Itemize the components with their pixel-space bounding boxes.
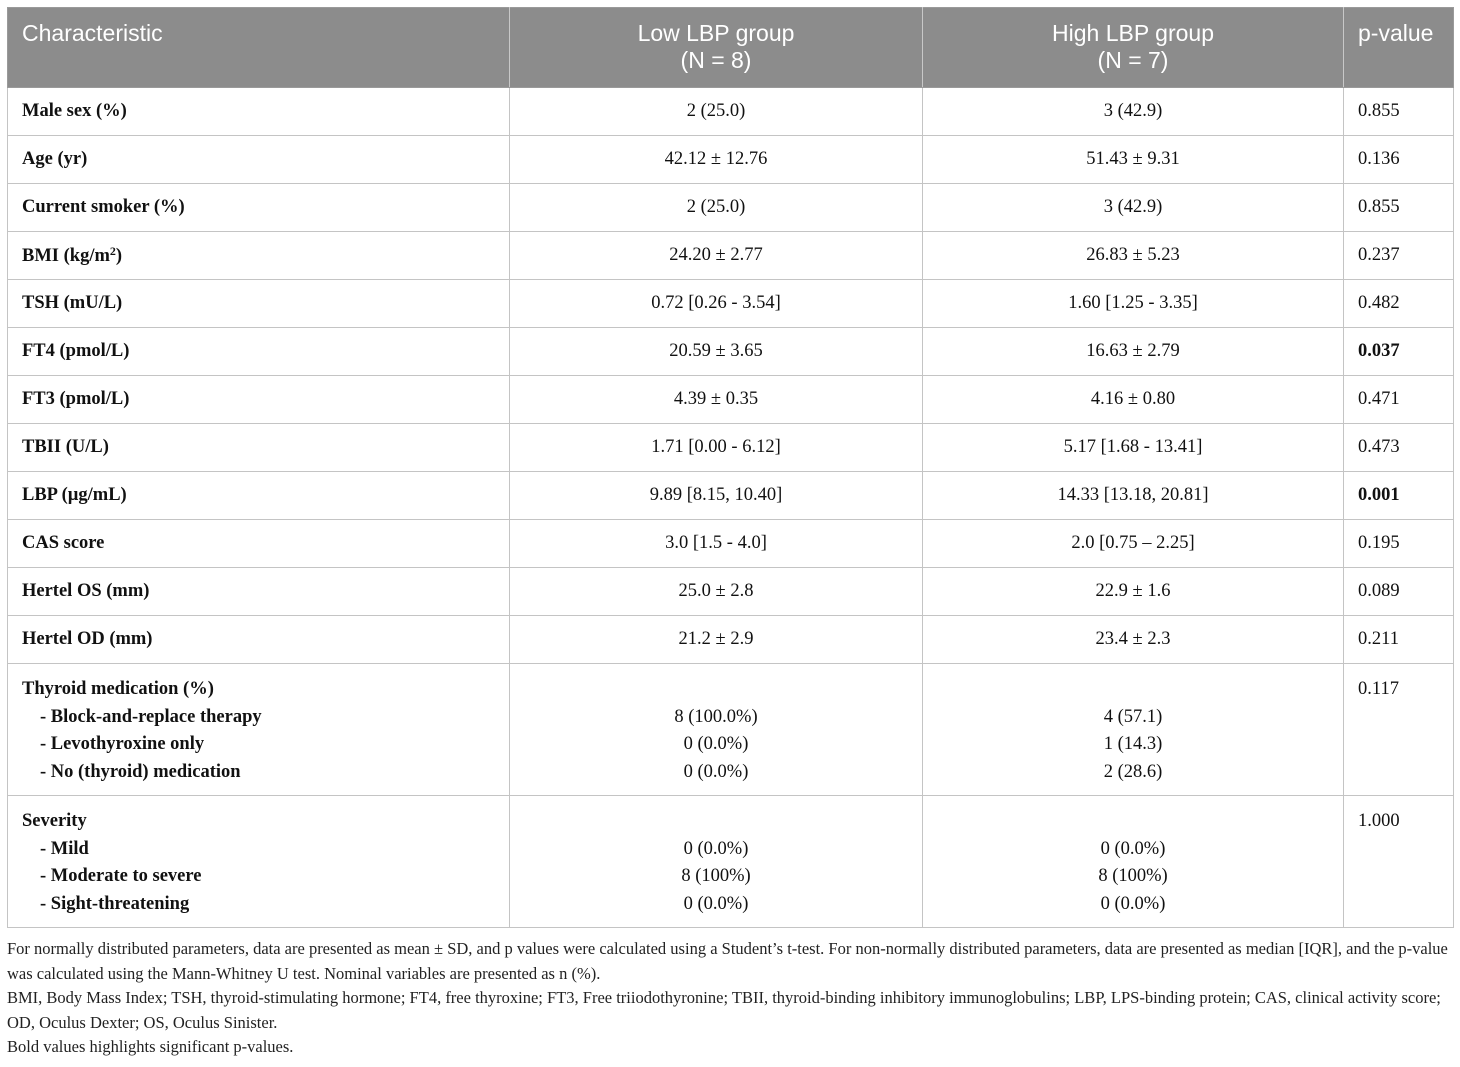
p-value-significant: 0.001 <box>1344 472 1454 520</box>
row-label: TBII (U/L) <box>8 424 510 472</box>
medication-label: Thyroid medication (%) <box>22 679 214 699</box>
row-label: LBP (µg/mL) <box>8 472 510 520</box>
low-value: 0 (0.0%) <box>683 734 749 754</box>
table-row-ft4 <box>8 328 1454 376</box>
low-value: 9.89 [8.15, 10.40] <box>510 472 923 520</box>
low-value: 0 (0.0%) <box>683 838 749 859</box>
high-value: 16.63 ± 2.79 <box>923 328 1344 376</box>
low-value: 1.71 [0.00 - 6.12] <box>510 424 923 472</box>
p-value: 0.471 <box>1344 376 1454 424</box>
high-value: 3 (42.9) <box>923 184 1344 232</box>
severity-p-value: 1.000 <box>1358 811 1400 831</box>
high-value: 2 (28.6) <box>1103 761 1163 782</box>
high-value: 8 (100%) <box>1098 866 1168 886</box>
p-value: 0.089 <box>1344 568 1454 616</box>
row-label: Male sex (%) <box>8 88 510 136</box>
row-label: Hertel OS (mm) <box>8 568 510 616</box>
header-high-group <box>923 8 1344 88</box>
table-row-male-sex <box>8 88 1454 136</box>
table-row-bmi <box>8 232 1454 280</box>
low-value: 3.0 [1.5 - 4.0] <box>510 520 923 568</box>
low-value: 24.20 ± 2.77 <box>510 232 923 280</box>
high-value: 14.33 [13.18, 20.81] <box>923 472 1344 520</box>
row-label-group <box>8 664 510 796</box>
row-label: TSH (mU/L) <box>8 280 510 328</box>
header-high-group-n: (N = 7) <box>1097 47 1169 73</box>
table-row-thyroid-medication <box>8 664 1454 796</box>
high-value: 4 (57.1) <box>1103 706 1163 727</box>
row-label: FT4 (pmol/L) <box>8 328 510 376</box>
table-header-row <box>8 8 1454 88</box>
low-value: 21.2 ± 2.9 <box>510 616 923 664</box>
high-value: 3 (42.9) <box>923 88 1344 136</box>
table-row-age <box>8 136 1454 184</box>
table-footnotes <box>7 937 1457 1060</box>
low-value: 25.0 ± 2.8 <box>510 568 923 616</box>
low-value: 8 (100%) <box>681 866 751 886</box>
high-values-group <box>923 664 1344 796</box>
header-characteristic: Characteristic <box>8 8 510 88</box>
table-row-tsh <box>8 280 1454 328</box>
low-value: 2 (25.0) <box>510 184 923 232</box>
bmi-label-end: ) <box>115 246 123 266</box>
low-value: 0 (0.0%) <box>683 761 749 782</box>
medication-item-label: - No (thyroid) medication <box>40 761 241 782</box>
low-value: 4.39 ± 0.35 <box>510 376 923 424</box>
medication-item-label: - Levothyroxine only <box>40 734 205 754</box>
low-values-group <box>510 664 923 796</box>
p-value: 0.855 <box>1344 88 1454 136</box>
header-low-group-n: (N = 8) <box>680 47 752 73</box>
low-value: 20.59 ± 3.65 <box>510 328 923 376</box>
high-values-group <box>923 796 1344 928</box>
row-label: FT3 (pmol/L) <box>8 376 510 424</box>
p-value: 0.473 <box>1344 424 1454 472</box>
low-value: 2 (25.0) <box>510 88 923 136</box>
medication-p-value: 0.117 <box>1358 679 1399 699</box>
p-value: 0.136 <box>1344 136 1454 184</box>
high-value: 5.17 [1.68 - 13.41] <box>923 424 1344 472</box>
high-value: 2.0 [0.75 – 2.25] <box>923 520 1344 568</box>
table-row-lbp <box>8 472 1454 520</box>
high-value: 1.60 [1.25 - 3.35] <box>923 280 1344 328</box>
severity-item-label: - Sight-threatening <box>40 893 190 914</box>
high-value: 0 (0.0%) <box>1100 893 1166 914</box>
table-row-cas-score <box>8 520 1454 568</box>
p-value: 0.195 <box>1344 520 1454 568</box>
p-value: 0.237 <box>1344 232 1454 280</box>
low-values-group <box>510 796 923 928</box>
low-value: 0.72 [0.26 - 3.54] <box>510 280 923 328</box>
severity-label: Severity <box>22 811 87 831</box>
medication-item-label: - Block-and-replace therapy <box>40 706 262 727</box>
footnote-statistics: For normally distributed parameters, data are presented as mean ± SD, and p values were calculated using a Student’s t-test. For non-normally distributed parameters, data are presented as median [IQR], and the p-value was calculated using the Mann-Whitney U test. Nominal variables are presented as n (%). <box>7 939 1448 983</box>
high-value: 0 (0.0%) <box>1100 838 1166 859</box>
p-value-significant: 0.037 <box>1344 328 1454 376</box>
table-container <box>7 7 1453 928</box>
p-value <box>1344 664 1454 796</box>
high-value: 26.83 ± 5.23 <box>923 232 1344 280</box>
row-label <box>8 232 510 280</box>
p-value: 0.482 <box>1344 280 1454 328</box>
table-row-severity <box>8 796 1454 928</box>
table-row-hertel-od <box>8 616 1454 664</box>
footnote-bold-note: Bold values highlights significant p-values. <box>7 1037 294 1056</box>
header-low-group-title: Low LBP group <box>637 20 795 46</box>
row-label: Age (yr) <box>8 136 510 184</box>
row-label: CAS score <box>8 520 510 568</box>
table-row-hertel-os <box>8 568 1454 616</box>
p-value: 0.211 <box>1344 616 1454 664</box>
header-high-group-title: High LBP group <box>1052 20 1214 46</box>
low-value: 42.12 ± 12.76 <box>510 136 923 184</box>
row-label-group <box>8 796 510 928</box>
table-row-current-smoker <box>8 184 1454 232</box>
severity-item-label: - Mild <box>40 838 89 859</box>
header-low-group <box>510 8 923 88</box>
table-row-ft3 <box>8 376 1454 424</box>
table-row-tbii <box>8 424 1454 472</box>
high-value: 4.16 ± 0.80 <box>923 376 1344 424</box>
high-value: 22.9 ± 1.6 <box>923 568 1344 616</box>
p-value: 0.855 <box>1344 184 1454 232</box>
p-value <box>1344 796 1454 928</box>
bmi-label-main: BMI (kg/m <box>22 246 110 266</box>
low-value: 8 (100.0%) <box>674 706 758 727</box>
high-value: 51.43 ± 9.31 <box>923 136 1344 184</box>
row-label: Hertel OD (mm) <box>8 616 510 664</box>
row-label: Current smoker (%) <box>8 184 510 232</box>
header-p-value: p-value <box>1344 8 1454 88</box>
bmi-label-sup: 2 <box>109 244 116 258</box>
low-value: 0 (0.0%) <box>683 893 749 914</box>
footnote-abbreviations: BMI, Body Mass Index; TSH, thyroid-stimulating hormone; FT4, free thyroxine; FT3, Free triiodothyronine; TBII, thyroid-binding inhibitory immunoglobulins; LBP, LPS-binding protein; CAS, clinical activity score; OD, Oculus Dexter; OS, Oculus Sinister. <box>7 988 1441 1032</box>
severity-item-label: - Moderate to severe <box>40 866 202 886</box>
high-value: 23.4 ± 2.3 <box>923 616 1344 664</box>
characteristics-table <box>7 7 1454 928</box>
high-value: 1 (14.3) <box>1103 734 1163 754</box>
